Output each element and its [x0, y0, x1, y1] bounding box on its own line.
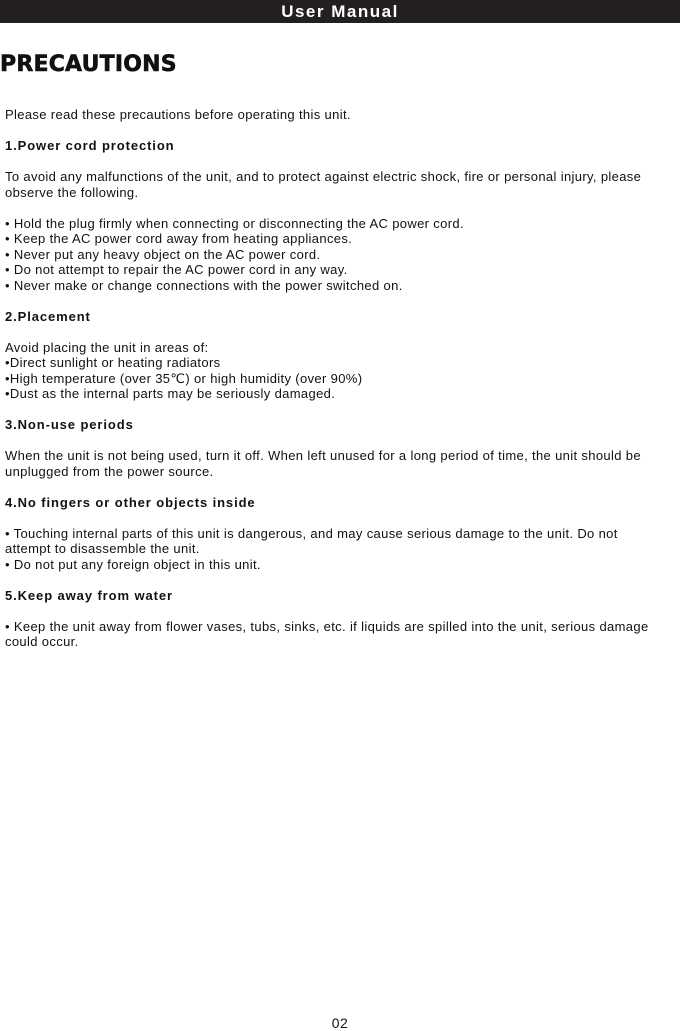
list-item: • Never put any heavy object on the AC power cord. — [5, 246, 321, 262]
intro-text: Please read these precautions before operating this unit. — [5, 107, 351, 122]
list-item: • Do not attempt to repair the AC power cord in any way. — [5, 262, 348, 277]
list-item: • Do not put any foreign object in this unit. — [5, 556, 261, 572]
list-item: •Dust as the internal parts may be seriously damaged. — [5, 386, 336, 401]
list-item: • Keep the AC power cord away from heating appliances. — [5, 231, 353, 246]
precautions-content — [5, 107, 667, 665]
list-item: • Keep the unit away from flower vases, tubs, sinks, etc. if liquids are spilled into the unit, serious damage could occur. — [5, 618, 649, 649]
power-cord-list — [5, 216, 667, 294]
no-fingers-list — [5, 526, 667, 573]
list-item: Avoid placing the unit in areas of: — [5, 339, 209, 355]
placement-list — [5, 340, 667, 402]
list-item: • Never make or change connections with the power switched on. — [5, 277, 403, 293]
section-heading-no-fingers: 4.No fingers or other objects inside — [5, 494, 256, 510]
list-item: • Hold the plug firmly when connecting or disconnecting the AC power cord. — [5, 215, 464, 231]
section-paragraph-non-use: When the unit is not being used, turn it off. When left unused for a long period of time, the unit should be unplugged from the power source. — [5, 448, 641, 479]
water-list — [5, 619, 667, 650]
section-paragraph-power-cord: To avoid any malfunctions of the unit, and to protect against electric shock, fire or personal injury, please observe the following. — [5, 169, 642, 200]
list-item: •High temperature (over 35℃) or high humidity (over 90%) — [5, 370, 363, 386]
section-heading-power-cord: 1.Power cord protection — [5, 138, 175, 153]
page-title: PRECAUTIONS — [0, 52, 177, 77]
section-heading-placement: 2.Placement — [5, 308, 91, 324]
section-heading-water: 5.Keep away from water — [5, 587, 173, 603]
list-item: • Touching internal parts of this unit is dangerous, and may cause serious damage to the unit. Do not attempt to disassemble the unit. — [5, 525, 618, 556]
page-number: 02 — [331, 1015, 349, 1031]
list-item: •Direct sunlight or heating radiators — [5, 355, 221, 370]
header-bar — [0, 0, 680, 23]
header-title: User Manual — [281, 2, 399, 21]
section-heading-non-use: 3.Non-use periods — [5, 417, 134, 432]
